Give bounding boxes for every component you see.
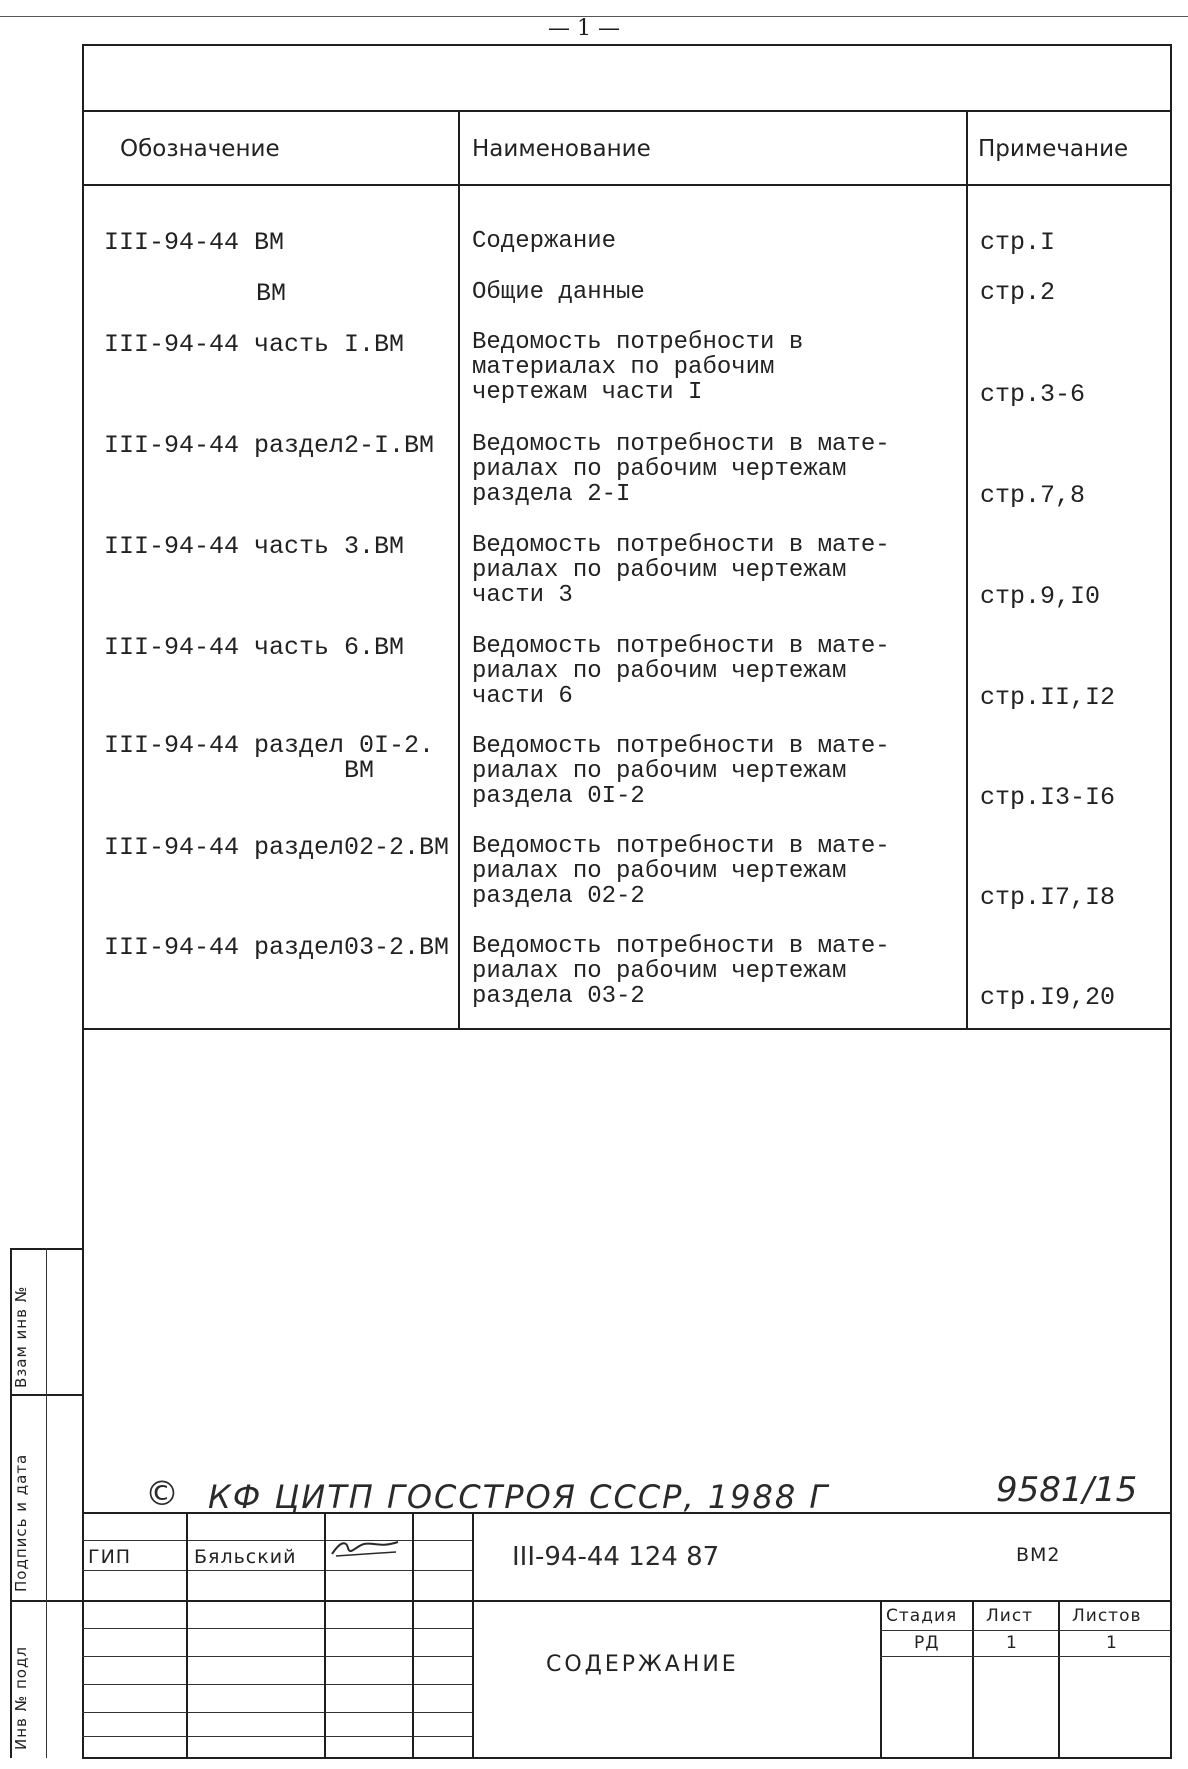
title-block-col xyxy=(324,1512,326,1757)
row-note: стр.3-6 xyxy=(980,380,1086,409)
table-bottom-line xyxy=(82,1028,1172,1030)
column-divider-1 xyxy=(458,110,460,1030)
title-block-col xyxy=(412,1512,414,1757)
stage-row-line xyxy=(880,1630,1170,1631)
row-name: Ведомость потребности в мате- риалах по рабочим чертежам части 6 xyxy=(472,633,890,710)
role-label: ГИП xyxy=(88,1546,132,1568)
person-name: Бяльский xyxy=(194,1546,297,1568)
inventory-number: 9581/15 xyxy=(996,1470,1138,1510)
column-divider-2 xyxy=(966,110,968,1030)
row-name: Общие данные xyxy=(472,279,645,306)
row-designation: III-94-44 раздел03-2.ВМ xyxy=(104,933,450,962)
stage-label: Стадия xyxy=(886,1606,958,1626)
row-note: стр.I9,20 xyxy=(980,983,1116,1012)
frame-left xyxy=(82,44,84,1759)
stage-value: РД xyxy=(914,1633,940,1653)
header-designation: Обозначение xyxy=(120,136,280,162)
row-designation: III-94-44 часть I.ВМ xyxy=(104,330,405,359)
document-title: СОДЕРЖАНИЕ xyxy=(546,1652,739,1677)
row-name: Ведомость потребности в материалах по рабочим чертежам части I xyxy=(472,329,804,406)
row-designation: III-94-44 раздел2-I.ВМ xyxy=(104,431,435,460)
side-stamp-mid-line xyxy=(46,1248,47,1758)
side-stamp-inv-original: Инв № подл xyxy=(12,1646,30,1750)
row-designation: III-94-44 часть 6.ВМ xyxy=(104,633,405,662)
row-designation: III-94-44 ВМ xyxy=(104,228,285,257)
sheets-label: Листов xyxy=(1072,1606,1142,1626)
side-stamp-inv-replace: Взам инв № xyxy=(12,1285,30,1388)
page-number: — 1 — xyxy=(548,16,620,41)
row-designation: III-94-44 раздел02-2.ВМ xyxy=(104,833,450,862)
stage-row-line xyxy=(880,1656,1170,1657)
header-name: Наименование xyxy=(472,136,651,162)
frame-top xyxy=(82,44,1172,46)
copyright-symbol: © xyxy=(145,1474,179,1514)
row-name: Содержание xyxy=(472,228,617,255)
sheet-value: 1 xyxy=(1006,1633,1018,1653)
sheet-label: Лист xyxy=(986,1606,1034,1626)
top-edge-line xyxy=(0,16,1188,17)
header-bottom-line xyxy=(82,184,1172,186)
row-name: Ведомость потребности в мате- риалах по рабочим чертежам раздела 02-2 xyxy=(472,833,890,910)
row-designation: III-94-44 часть 3.ВМ xyxy=(104,532,405,561)
row-note: стр.II,I2 xyxy=(980,683,1116,712)
row-name: Ведомость потребности в мате- риалах по рабочим чертежам раздела 03-2 xyxy=(472,933,890,1010)
header-top-line xyxy=(82,110,1172,112)
signature xyxy=(328,1532,404,1564)
sheet-col-line xyxy=(972,1600,974,1757)
copyright-text: КФ ЦИТП ГОССТРОЯ СССР, 1988 Г xyxy=(208,1478,830,1516)
sheets-value: 1 xyxy=(1106,1633,1118,1653)
row-name: Ведомость потребности в мате- риалах по рабочим чертежам части 3 xyxy=(472,532,890,609)
row-designation: ВМ xyxy=(256,279,287,308)
frame-bottom xyxy=(82,1757,1172,1759)
title-block-col xyxy=(186,1512,188,1757)
row-note: стр.9,I0 xyxy=(980,582,1101,611)
row-note: стр.I7,I8 xyxy=(980,883,1116,912)
row-name: Ведомость потребности в мате- риалах по рабочим чертежам раздела 0I-2 xyxy=(472,733,890,810)
row-name: Ведомость потребности в мате- риалах по рабочим чертежам раздела 2-I xyxy=(472,431,890,508)
stage-col-line xyxy=(880,1600,882,1757)
sheet-code: ВМ2 xyxy=(1016,1544,1061,1566)
sheets-col-line xyxy=(1058,1600,1060,1757)
row-designation: III-94-44 раздел 0I-2. ВМ xyxy=(104,731,435,785)
row-note: стр.I xyxy=(980,228,1056,257)
title-block-col xyxy=(472,1512,474,1757)
row-note: стр.2 xyxy=(980,278,1056,307)
title-block-top xyxy=(82,1512,1172,1514)
title-block-mid-line xyxy=(82,1600,1172,1602)
document-code: III-94-44 124 87 xyxy=(512,1542,720,1572)
frame-right xyxy=(1170,44,1172,1759)
row-note: стр.7,8 xyxy=(980,481,1086,510)
side-stamp-signature-date: Подпись и дата xyxy=(12,1453,30,1592)
row-note: стр.I3-I6 xyxy=(980,783,1116,812)
header-note: Примечание xyxy=(978,136,1129,162)
